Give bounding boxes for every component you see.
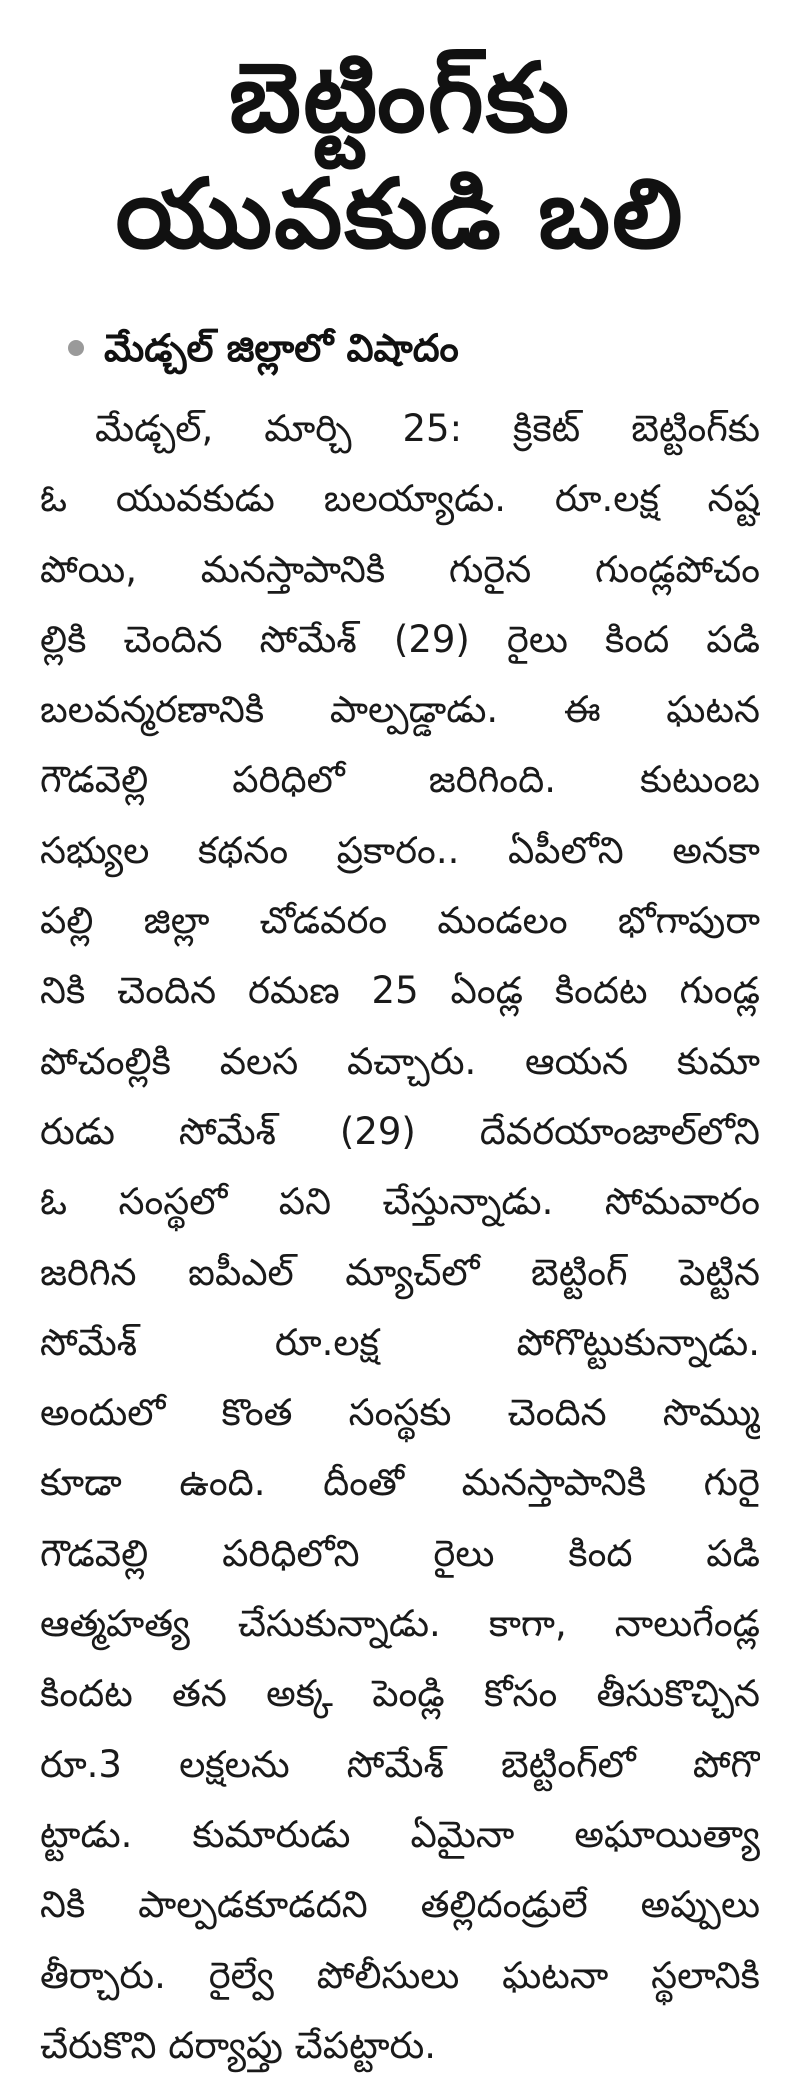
article-line: ట్టాడు. కుమారుడు ఏమైనా అఘాయిత్యా xyxy=(40,1812,760,1856)
article-line: ఓ యువకుడు బలయ్యాడు. రూ.లక్ష నష్ట xyxy=(40,477,760,521)
article-line: రూ.3 లక్షలను సోమేశ్ బెట్టింగ్‌లో పోగొ xyxy=(40,1742,760,1786)
article-line: పల్లి జిల్లా చోడవరం మండలం భోగాపురా xyxy=(40,899,760,943)
headline xyxy=(40,40,760,272)
article-line: కూడా ఉంది. దీంతో మనస్తాపానికి గురై xyxy=(40,1461,760,1505)
article-line: గౌడవెల్లి పరిధిలోని రైలు కింద పడి xyxy=(40,1531,760,1575)
article-line: అందులో కొంత సంస్థకు చెందిన సొమ్ము xyxy=(40,1391,760,1435)
article-line: మేడ్చల్, మార్చి 25: క్రికెట్ బెట్టింగ్‌కు xyxy=(95,407,760,450)
subheadline xyxy=(68,324,760,372)
article-line: తీర్చారు. రైల్వే పోలీసులు ఘటనా స్థలానికి xyxy=(40,1953,760,1997)
article-line: నికి పాల్పడకూడదని తల్లిదండ్రులే అప్పులు xyxy=(40,1883,760,1927)
article-line: పోచంల్లికి వలస వచ్చారు. ఆయన కుమా xyxy=(40,1039,760,1083)
article-line: ఆత్మహత్య చేసుకున్నాడు. కాగా, నాలుగేండ్ల xyxy=(40,1602,760,1646)
article-line: ల్లికి చెందిన సోమేశ్ (29) రైలు కింద పడి xyxy=(40,617,760,661)
article-body xyxy=(40,394,760,2081)
article-line: గౌడవెల్లి పరిధిలో జరిగింది. కుటుంబ xyxy=(40,758,760,802)
article-line: జరిగిన ఐపీఎల్ మ్యాచ్‌లో బెట్టింగ్ పెట్టిన xyxy=(40,1250,760,1294)
article-line: ఓ సంస్థలో పని చేస్తున్నాడు. సోమవారం xyxy=(40,1180,760,1224)
headline-line-2: యువకుడి బలి xyxy=(115,158,685,270)
article-line: చేరుకొని దర్యాప్తు చేపట్టారు. xyxy=(40,2023,437,2067)
article-line: కిందట తన అక్క పెండ్లి కోసం తీసుకొచ్చిన xyxy=(40,1672,760,1716)
article-line: బలవన్మరణానికి పాల్పడ్డాడు. ఈ ఘటన xyxy=(40,688,760,732)
article-line: నికి చెందిన రమణ 25 ఏండ్ల కిందట గుండ్ల xyxy=(40,969,760,1013)
article-line: సోమేశ్ రూ.లక్ష పోగొట్టుకున్నాడు. xyxy=(40,1320,760,1364)
bullet-icon xyxy=(68,340,84,356)
subheadline-text: మేడ్చల్ జిల్లాలో విషాదం xyxy=(104,326,459,370)
article-line: పోయి, మనస్తాపానికి గురైన గుండ్లపోచం xyxy=(40,547,760,591)
article-line: రుడు సోమేశ్ (29) దేవరయాంజాల్‌లోని xyxy=(40,1109,760,1153)
headline-line-1: బెట్టింగ్‌కు xyxy=(228,42,572,154)
article-line: సభ్యుల కథనం ప్రకారం.. ఏపీలోని అనకా xyxy=(40,828,760,872)
